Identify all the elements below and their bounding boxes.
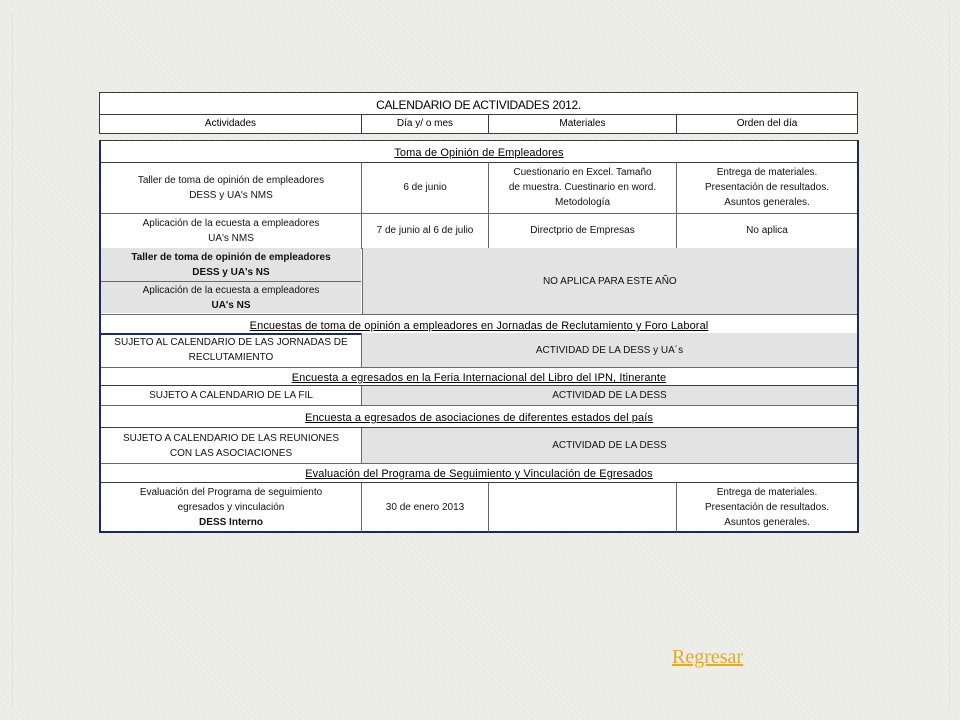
agenda-cell: Entrega de materiales. Presentación de resultados. Asuntos generales. [705,167,829,208]
regresar-link[interactable]: Regresar [672,646,744,668]
materials-cell: Cuestionario en Excel. Tamaño de muestra. Cuestinario en word. Metodología [489,162,677,213]
table-row [101,333,857,368]
date-cell: 7 de junio al 6 de julio [362,213,489,248]
activity-cell: Aplicación de la ecuesta a empleadores UA's NMS [101,213,362,248]
activity-cell: SUJETO AL CALENDARIO DE LAS JORNADAS DE RECLUTAMIENTO [101,333,362,367]
table-row [101,386,857,406]
materials-cell: Directprio de Empresas [489,213,677,248]
activity-cell: SUJETO A CALENDARIO DE LAS REUNIONES CON LAS ASOCIACIONES [101,428,362,463]
column-header-materiales: Materiales [489,115,677,133]
agenda-cell: No aplica [746,225,788,236]
column-header-dia-mes: Día y/ o mes [362,115,489,133]
merged-cell-no-aplica: NO APLICA PARA ESTE AÑO [363,248,857,314]
table-row [101,483,857,532]
table-row [101,162,857,214]
calendar-body-table [99,140,859,533]
column-header-orden-del-dia: Orden del día [736,118,798,129]
table-row-group [101,248,857,314]
materials-cell [489,483,677,532]
calendar-header-table [99,92,858,134]
table-row [101,428,857,464]
table-row [101,213,857,249]
activity-cell: SUJETO A CALENDARIO DE LA FIL [101,386,362,405]
date-cell: 6 de junio [362,162,489,213]
agenda-cell: Entrega de materiales. Presentación de resultados. Asuntos generales. [705,487,829,528]
activity-cell: Aplicación de la ecuesta a empleadores UA's NS [101,282,361,313]
merged-cell-actividad: ACTIVIDAD DE LA DESS [362,386,857,405]
calendar-title: CALENDARIO DE ACTIVIDADES 2012. [100,93,857,115]
date-cell: 30 de enero 2013 [362,483,489,532]
column-header-actividades: Actividades [100,115,362,133]
section-title-asociaciones: Encuesta a egresados de asociaciones de diferentes estados del país [101,405,857,428]
activity-column-group [101,248,363,314]
section-title-evaluacion: Evaluación del Programa de Seguimiento y Vinculación de Egresados [101,463,857,483]
section-title-fil: Encuesta a egresados en la Feria Internacional del Libro del IPN, Itinerante [101,367,857,386]
section-title-toma-opinion: Toma de Opinión de Empleadores [101,141,857,163]
column-headers [100,115,857,133]
activity-cell: Evaluación del Programa de seguimiento egresados y vinculación DESS Interno [101,483,362,532]
activity-cell: Taller de toma de opinión de empleadores DESS y UA's NMS [101,162,362,213]
merged-cell-actividad: ACTIVIDAD DE LA DESS [362,428,857,463]
section-title-reclutamiento: Encuestas de toma de opinión a empleadores en Jornadas de Reclutamiento y Foro Laboral [101,314,857,335]
merged-cell-actividad: ACTIVIDAD DE LA DESS y UA´s [362,333,857,367]
activity-cell: Taller de toma de opinión de empleadores DESS y UA's NS [101,248,361,282]
